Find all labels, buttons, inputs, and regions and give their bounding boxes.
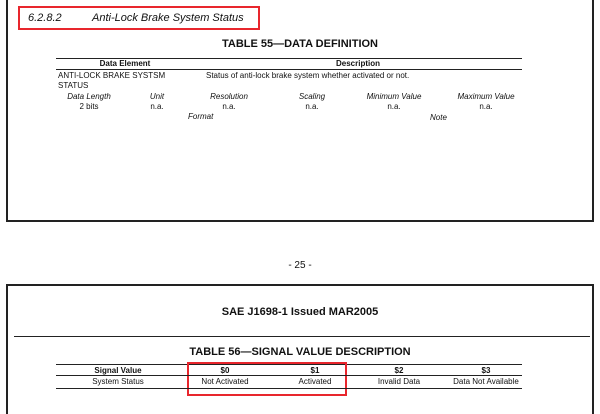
table56-code-3: $3 xyxy=(481,366,491,375)
table55-value-data-length: 2 bits xyxy=(79,102,99,111)
table56-status-0: Not Activated xyxy=(201,377,249,386)
table56-code-1: $1 xyxy=(310,366,320,375)
section-title: Anti-Lock Brake System Status xyxy=(92,12,244,24)
table55-header-minimum-value: Minimum Value xyxy=(366,92,422,101)
table55-value-unit: n.a. xyxy=(150,102,164,111)
table55-title: TABLE 55—DATA DEFINITION xyxy=(221,38,379,50)
table55-value-maximum-value: n.a. xyxy=(479,102,493,111)
section-number: 6.2.8.2 xyxy=(28,12,62,24)
table55-header-rule xyxy=(56,69,522,70)
document-header: SAE J1698-1 Issued MAR2005 xyxy=(221,306,379,318)
table56-row-label-system-status: System Status xyxy=(92,377,144,386)
table56-code-0: $0 xyxy=(220,366,230,375)
table55-value-resolution: n.a. xyxy=(222,102,236,111)
table55-header-scaling: Scaling xyxy=(298,92,326,101)
table56-status-2: Invalid Data xyxy=(377,377,421,386)
table55-header-resolution: Resolution xyxy=(210,92,248,101)
table56-mid-rule xyxy=(56,375,522,376)
table55-header-maximum-value: Maximum Value xyxy=(457,92,515,101)
table55-format-label: Format xyxy=(188,112,214,121)
table56-status-1: Activated xyxy=(298,377,332,386)
table55-note-label: Note xyxy=(430,113,447,122)
table55-value-scaling: n.a. xyxy=(305,102,319,111)
table55-col-description: Description xyxy=(335,59,380,68)
table56-row-label-signal-value: Signal Value xyxy=(94,366,142,375)
document-header-rule xyxy=(14,336,590,337)
table55-element-name-line1: ANTI-LOCK BRAKE SYSTSM xyxy=(58,71,166,80)
page-number: - 25 - xyxy=(288,260,312,271)
table55-element-name-line2: STATUS xyxy=(58,81,89,90)
table55-element-description: Status of anti-lock brake system whether activated or not. xyxy=(206,71,410,80)
table56-bottom-rule xyxy=(56,388,522,389)
table55-col-data-element: Data Element xyxy=(99,59,151,68)
table56-code-2: $2 xyxy=(394,366,404,375)
table56-title: TABLE 56—SIGNAL VALUE DESCRIPTION xyxy=(189,346,411,358)
table55-header-unit: Unit xyxy=(149,92,165,101)
table56-status-3: Data Not Available xyxy=(453,377,519,386)
table55-header-data-length: Data Length xyxy=(67,92,111,101)
table55-value-minimum-value: n.a. xyxy=(387,102,401,111)
